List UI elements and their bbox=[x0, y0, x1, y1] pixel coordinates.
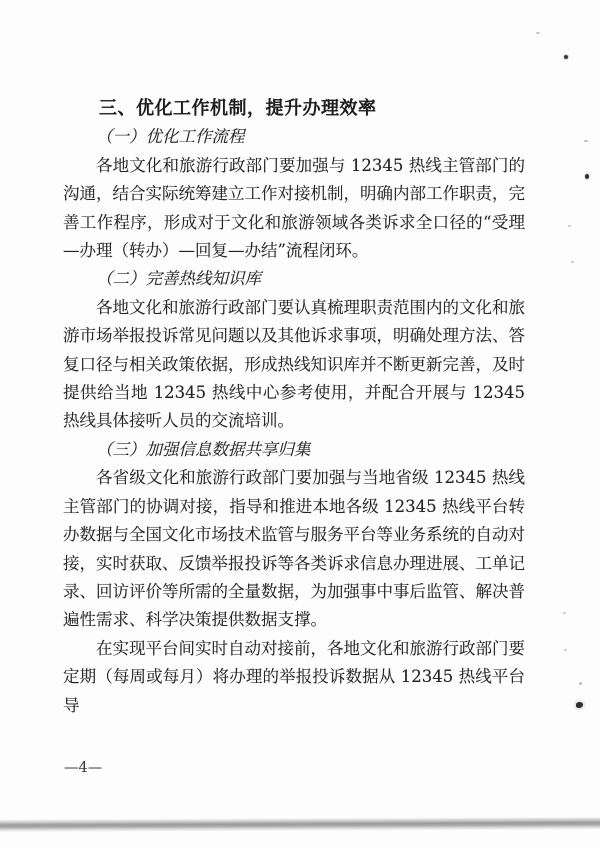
document-body bbox=[63, 95, 525, 720]
subsection-heading-2: （二）完善热线知识库 bbox=[96, 269, 261, 289]
subsection-heading-1: （一）优化工作流程 bbox=[96, 127, 245, 147]
subsection-heading-3: （三）加强信息数据共享归集 bbox=[96, 439, 311, 459]
scan-speckle bbox=[571, 261, 574, 263]
section-heading: 三、优化工作机制，提升办理效率 bbox=[99, 98, 377, 119]
scan-speckle bbox=[579, 682, 582, 685]
bottom-edge-shadow bbox=[0, 817, 600, 833]
scan-speckle bbox=[564, 649, 567, 651]
scan-speckle bbox=[585, 174, 589, 179]
scan-speckle bbox=[576, 702, 583, 708]
scan-speckle bbox=[563, 612, 566, 614]
scan-speckle bbox=[584, 140, 588, 142]
paragraph-3: 各省级文化和旅游行政部门要加强与当地省级 12345 热线主管部门的协调对接，指导和推进本地各级 12345 热线平台转办数据与全国文化市场技术监管与服务平台等业务系统的自动对接，实时获取、反馈举报投诉等各类诉求信息办理进展、工单记录、回访评价等所需的全量数据，为加强事中事后监管、解决普遍性需求、科学决策提供数据支撑。 bbox=[63, 468, 525, 630]
paragraph-4: 在实现平台间实时自动对接前，各地文化和旅游行政部门要定期（每周或每月）将办理的举报投诉数据从 12345 热线平台导 bbox=[63, 638, 525, 715]
scan-speckle bbox=[536, 32, 540, 34]
scan-speckle bbox=[568, 225, 571, 227]
paragraph-2: 各地文化和旅游行政部门要认真梳理职责范围内的文化和旅游市场举报投诉常见问题以及其他诉求事项，明确处理方法、答复口径与相关政策依据，形成热线知识库并不断更新完善，及时提供给当地 12345 热线中心参考使用，并配合开展与 12345 热线具体接听人员的交流培训。 bbox=[63, 297, 525, 431]
page-number: —4— bbox=[64, 760, 103, 776]
paragraph-1: 各地文化和旅游行政部门要加强与 12345 热线主管部门的沟通，结合实际统筹建立工作对接机制，明确内部工作职责，完善工作程序，形成对于文化和旅游领域各类诉求全口径的“受理—办理（转办）—回复—办结”流程闭环。 bbox=[63, 155, 525, 261]
scan-speckle bbox=[564, 55, 568, 59]
